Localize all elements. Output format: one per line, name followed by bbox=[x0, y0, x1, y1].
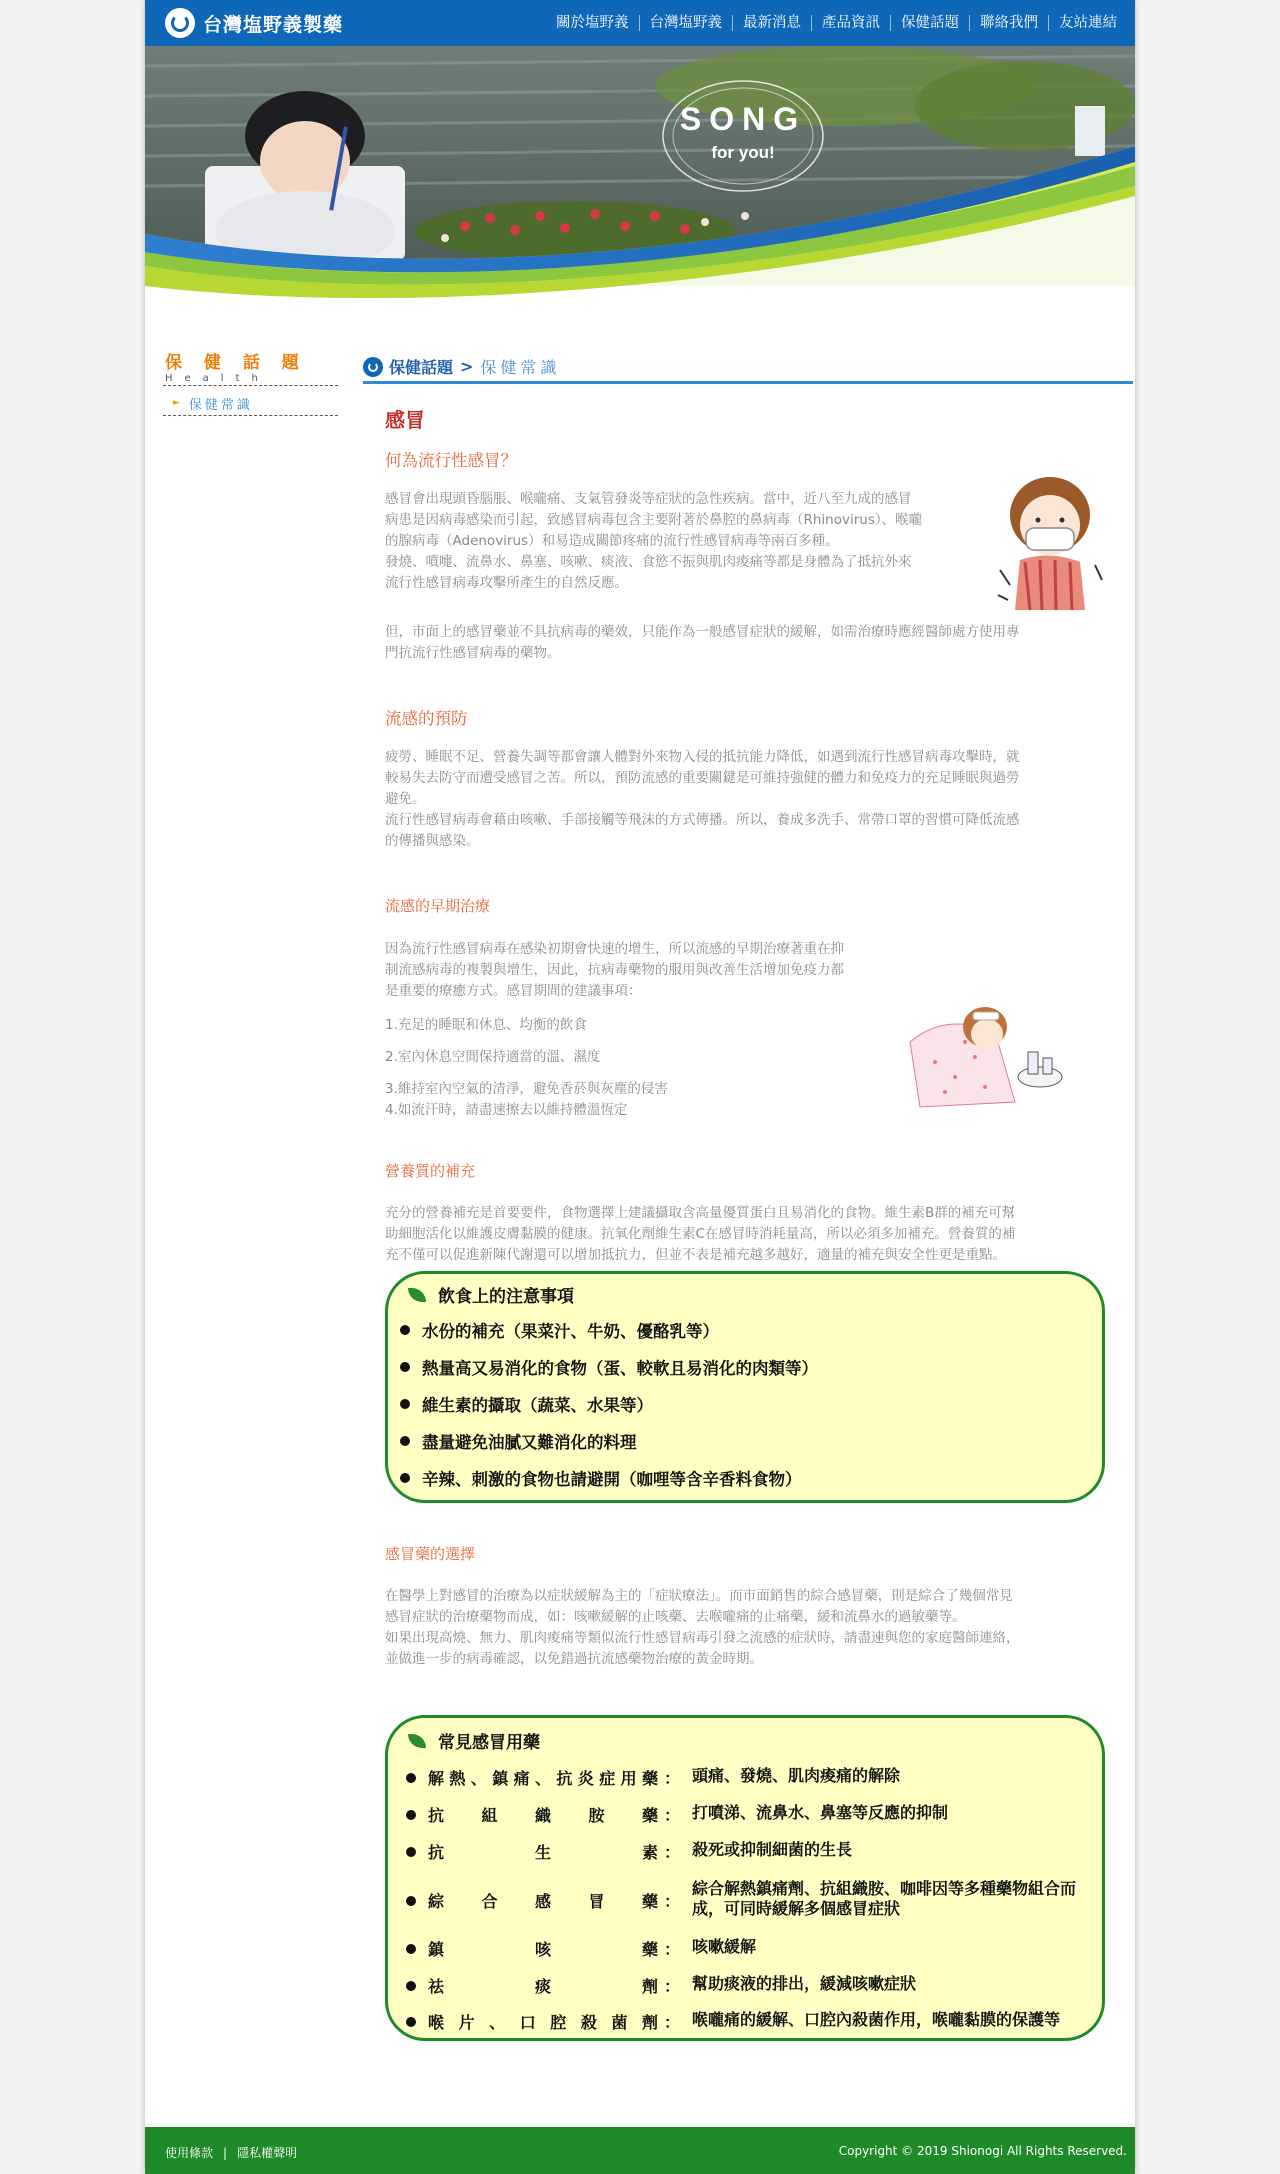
bullet-icon bbox=[400, 1473, 410, 1483]
privacy-link[interactable]: 隱私權聲明 bbox=[237, 2146, 298, 2160]
text-line: 是重要的療癒方式。感冒期間的建議事項： bbox=[385, 983, 642, 999]
medicine-name: 抗生素 bbox=[428, 1843, 658, 1862]
medicine-row bbox=[406, 1879, 1096, 1919]
medicine-desc: 幫助痰液的排出，緩減咳嗽症狀 bbox=[692, 1974, 917, 1993]
medicine-row bbox=[406, 1766, 1096, 1789]
terms-link[interactable]: 使用條款 bbox=[165, 2146, 214, 2160]
sidebar-heading bbox=[165, 348, 335, 384]
text-line: 發燒、噴嚏、流鼻水、鼻塞、咳嗽、痰液、食慾不振與肌肉痠痛等都是身體為了抵抗外來 bbox=[385, 554, 912, 570]
main-nav bbox=[546, 0, 1127, 46]
medicine-row bbox=[406, 2010, 1096, 2033]
brand-logo[interactable] bbox=[165, 8, 343, 38]
bullet-icon bbox=[400, 1362, 410, 1372]
section-paragraph bbox=[385, 489, 985, 594]
list-item-text: 盡量避免油膩又難消化的料理 bbox=[422, 1433, 637, 1452]
medicine-row bbox=[406, 1974, 1096, 1997]
text-line: 感冒症狀的治療藥物而成，如：咳嗽緩解的止咳藥、去喉嚨痛的止痛藥，緩和流鼻水的過敏藥等。 bbox=[385, 1609, 966, 1625]
sidebar-item-health-knowledge[interactable] bbox=[163, 393, 338, 413]
section-paragraph bbox=[385, 1586, 1125, 1670]
nav-contact[interactable]: 聯絡我們 bbox=[969, 15, 1048, 31]
bullet-icon bbox=[406, 1847, 416, 1857]
text-line: 門抗流行性感冒病毒的藥物。 bbox=[385, 645, 561, 661]
text-line: 在醫學上對感冒的治療為以症狀緩解為主的「症狀療法」。而市面銷售的綜合感冒藥，則是綜合了幾個常見 bbox=[385, 1588, 1013, 1604]
nav-about[interactable]: 關於塩野義 bbox=[556, 15, 629, 31]
list-item: 1.充足的睡眠和休息、均衡的飲食 bbox=[385, 1017, 587, 1033]
diet-tips-title-text: 飲食上的注意事項 bbox=[438, 1287, 574, 1307]
list-item bbox=[400, 1392, 653, 1416]
medicine-desc: 頭痛、發燒、肌肉痠痛的解除 bbox=[692, 1766, 901, 1785]
banner-illustration bbox=[145, 46, 1135, 333]
breadcrumb-separator: > bbox=[460, 357, 474, 376]
list-item bbox=[400, 1466, 802, 1490]
text-line: 的傳播與感染。 bbox=[385, 833, 480, 849]
colon: ： bbox=[663, 1892, 680, 1911]
bullet-icon bbox=[406, 1981, 416, 1991]
text-line: 疲勞、睡眠不足、營養失調等都會讓人體對外來物入侵的抵抗能力降低，如遇到流行性感冒病毒攻擊時，就 bbox=[385, 749, 1020, 765]
site-footer bbox=[145, 2127, 1135, 2174]
brand-name: 台灣塩野義製藥 bbox=[203, 13, 344, 36]
bullet-icon bbox=[406, 1944, 416, 1954]
medicine-desc: 喉嚨痛的緩解、口腔內殺菌作用，喉嚨黏膜的保護等 bbox=[692, 2010, 1061, 2029]
text-line: 充不僅可以促進新陳代謝還可以增加抵抗力，但並不表是補充越多越好，適量的補充與安全性更是重點。 bbox=[385, 1247, 1006, 1263]
sidebar-divider bbox=[163, 415, 338, 416]
nav-products[interactable]: 產品資訊 bbox=[811, 15, 890, 31]
sidebar-title: 保 健 話 題 bbox=[165, 353, 307, 373]
sidebar-divider bbox=[163, 385, 338, 386]
section-heading: 流感的早期治療 bbox=[385, 897, 491, 915]
text-line: 因為流行性感冒病毒在感染初期會快速的增生，所以流感的早期治療著重在抑 bbox=[385, 941, 844, 957]
text-line: 並做進一步的病毒確認，以免錯過抗流感藥物治療的黃金時期。 bbox=[385, 1651, 763, 1667]
bullet-icon bbox=[400, 1325, 410, 1335]
medicine-desc: 殺死或抑制細菌的生長 bbox=[692, 1840, 853, 1859]
text-line: 感冒會出現頭昏腦脹、喉嚨痛、支氣管發炎等症狀的急性疾病。當中，近八至九成的感冒 bbox=[385, 491, 912, 507]
list-item-text: 辛辣、刺激的食物也請避開（咖哩等含辛香料食物） bbox=[422, 1470, 802, 1489]
text-line: 的腺病毒（Adenovirus）和易造成關節疼痛的流行性感冒病毒等兩百多種。 bbox=[385, 533, 839, 549]
bullet-icon bbox=[400, 1436, 410, 1446]
bullet-icon bbox=[406, 2017, 416, 2027]
leaf-icon bbox=[408, 1288, 426, 1302]
breadcrumb-level2: 保健常識 bbox=[480, 358, 561, 377]
arrow-right-icon: ► bbox=[173, 398, 183, 408]
section-paragraph bbox=[385, 1203, 1125, 1266]
medicine-name: 綜合感冒藥 bbox=[428, 1892, 658, 1911]
list-item: 3.維持室內空氣的清淨，避免香菸與灰塵的侵害 bbox=[385, 1081, 668, 1097]
medicine-row bbox=[406, 1937, 1096, 1960]
diet-tips-title bbox=[408, 1282, 574, 1307]
medicine-desc: 綜合解熱鎮痛劑、抗組織胺、咖啡因等多種藥物組合而成，可同時緩解多個感冒症狀 bbox=[692, 1879, 1077, 1918]
section-heading: 營養質的補充 bbox=[385, 1162, 476, 1180]
section-heading: 感冒藥的選擇 bbox=[385, 1545, 476, 1563]
text-line: 避免。 bbox=[385, 791, 426, 807]
breadcrumb-level1[interactable]: 保健話題 bbox=[389, 358, 454, 377]
list-item bbox=[400, 1429, 637, 1453]
medicine-row bbox=[406, 1803, 1096, 1826]
hero-banner bbox=[145, 46, 1135, 333]
list-item bbox=[400, 1318, 719, 1342]
text-line: 如果出現高燒、無力、肌肉痠痛等類似流行性感冒病毒引發之流感的症狀時，請盡速與您的家庭醫師連絡， bbox=[385, 1630, 1020, 1646]
list-item-text: 熱量高又易消化的食物（蛋、較軟且易消化的肉類等） bbox=[422, 1359, 818, 1378]
text-line: 但，市面上的感冒藥並不具抗病毒的藥效，只能作為一般感冒症狀的緩解，如需治療時應經醫師處方使用專 bbox=[385, 624, 1020, 640]
sidebar-subtitle: Health bbox=[165, 373, 270, 384]
sick-girl-in-bed-illustration bbox=[905, 982, 1065, 1116]
bullet-icon bbox=[406, 1896, 416, 1906]
breadcrumb bbox=[363, 355, 560, 378]
medicine-desc: 咳嗽緩解 bbox=[692, 1937, 757, 1956]
bullet-icon bbox=[400, 1399, 410, 1409]
banner-headline: SONG bbox=[679, 101, 807, 137]
section-heading: 何為流行性感冒？ bbox=[385, 451, 517, 470]
copyright-text: Copyright © 2019 Shionogi All Rights Reserved. bbox=[838, 2144, 1127, 2158]
section-heading: 流感的預防 bbox=[385, 709, 468, 728]
page-title: 感冒 bbox=[385, 408, 425, 432]
colon: ： bbox=[663, 1806, 680, 1825]
section-paragraph bbox=[385, 622, 1115, 664]
sidebar-item-label: 保健常識 bbox=[188, 397, 253, 413]
common-medicine-box bbox=[385, 1715, 1105, 2041]
section-paragraph bbox=[385, 939, 925, 1002]
bullet-icon bbox=[406, 1810, 416, 1820]
text-line: 流行性感冒病毒會藉由咳嗽、手部接觸等飛沫的方式傳播。所以，養成多洗手、常帶口罩的習慣可降低流感 bbox=[385, 812, 1020, 828]
page-container bbox=[145, 0, 1135, 2174]
leaf-icon bbox=[408, 1734, 426, 1748]
medicine-name: 鎮咳藥 bbox=[428, 1940, 658, 1959]
colon: ： bbox=[663, 1843, 680, 1862]
list-item bbox=[400, 1355, 818, 1379]
text-line: 充分的營養補充是首要要件，食物選擇上建議攝取含高量優質蛋白且易消化的食物。維生素B群的補充可幫 bbox=[385, 1205, 1016, 1221]
medicine-row bbox=[406, 1840, 1096, 1863]
bullet-icon bbox=[406, 1773, 416, 1783]
list-item-text: 維生素的攝取（蔬菜、水果等） bbox=[422, 1396, 653, 1415]
medicine-name: 解熱、鎮痛、抗炎症用藥 bbox=[428, 1769, 658, 1788]
text-line: 病患是因病毒感染而引起，致感冒病毒包含主要附著於鼻腔的鼻病毒（Rhinovirus）、喉嚨 bbox=[385, 512, 923, 528]
banner-subline: for you! bbox=[711, 143, 775, 162]
colon: ： bbox=[663, 1769, 680, 1788]
medicine-name: 祛痰劑 bbox=[428, 1977, 658, 1996]
colon: ： bbox=[663, 2013, 680, 2032]
section-paragraph bbox=[385, 747, 1115, 852]
nav-links[interactable]: 友站連結 bbox=[1048, 15, 1127, 31]
text-line: 較易失去防守而遭受感冒之苦。所以，預防流感的重要關鍵是可維持強健的體力和免疫力的充足睡眠與過勞 bbox=[385, 770, 1020, 786]
medicine-box-title bbox=[408, 1728, 540, 1753]
text-line: 助細胞活化以維護皮膚黏膜的健康。抗氧化劑維生素C在感冒時消耗量高，所以必須多加補充。營養質的補 bbox=[385, 1226, 1016, 1242]
footer-links bbox=[165, 2144, 297, 2161]
breadcrumb-rule bbox=[363, 381, 1133, 384]
list-item: 2.室內休息空間保持適當的溫、濕度 bbox=[385, 1049, 601, 1065]
medicine-name: 抗組織胺藥 bbox=[428, 1806, 658, 1825]
nav-health[interactable]: 保健話題 bbox=[890, 15, 969, 31]
nav-taiwan[interactable]: 台灣塩野義 bbox=[639, 15, 733, 31]
colon: ： bbox=[663, 1977, 680, 1996]
logo-icon bbox=[165, 8, 195, 38]
text-line: 制流感病毒的複製與增生，因此，抗病毒藥物的服用與改善生活增加免疫力都 bbox=[385, 962, 844, 978]
brand-circle-icon bbox=[363, 357, 383, 377]
footer-separator: | bbox=[223, 2145, 228, 2160]
diet-tips-box bbox=[385, 1271, 1105, 1503]
list-item: 4.如流汗時，請盡速擦去以維持體溫恆定 bbox=[385, 1102, 628, 1118]
medicine-box-title-text: 常見感冒用藥 bbox=[438, 1733, 540, 1753]
nav-news[interactable]: 最新消息 bbox=[732, 15, 811, 31]
masked-girl-illustration bbox=[990, 470, 1110, 619]
text-line: 流行性感冒病毒攻擊所產生的自然反應。 bbox=[385, 575, 628, 591]
colon: ： bbox=[663, 1940, 680, 1959]
top-bar bbox=[145, 0, 1135, 46]
medicine-name: 喉片、口腔殺菌劑 bbox=[428, 2013, 658, 2032]
medicine-desc: 打噴涕、流鼻水、鼻塞等反應的抑制 bbox=[692, 1803, 949, 1822]
list-item-text: 水份的補充（果菜汁、牛奶、優酪乳等） bbox=[422, 1322, 719, 1341]
